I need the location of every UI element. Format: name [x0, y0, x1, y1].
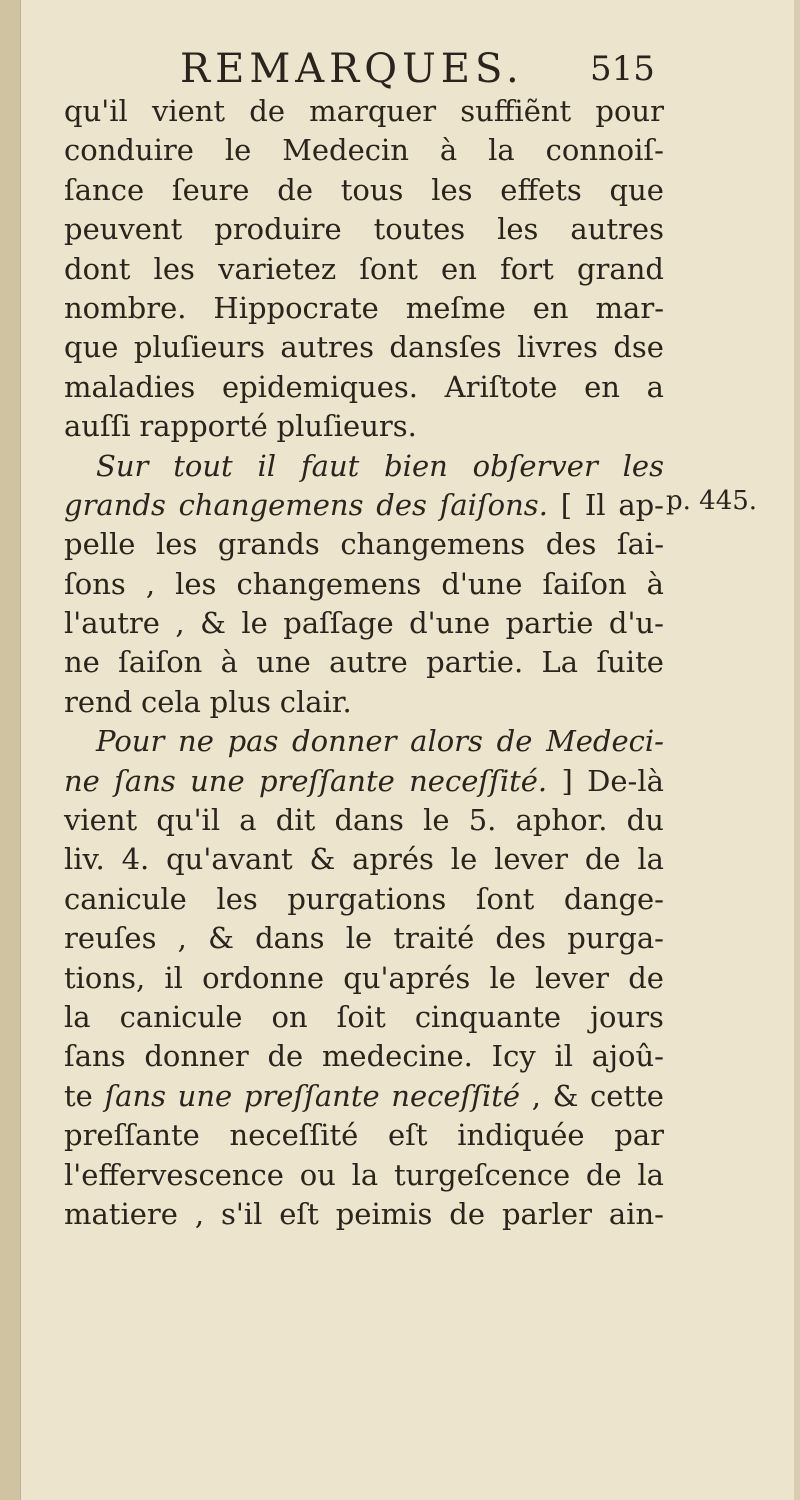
word: pelle — [64, 527, 136, 562]
word: neceſſité — [229, 1118, 359, 1153]
text-line — [64, 171, 664, 210]
word: en — [532, 290, 569, 325]
word: obſerver — [472, 448, 598, 483]
word: on — [271, 999, 308, 1034]
word: marquer — [309, 94, 437, 128]
word: pour — [595, 94, 664, 128]
text-line — [64, 998, 664, 1037]
word: Ariſtote — [444, 369, 558, 404]
word: auſſi — [64, 409, 131, 444]
word: eſt — [279, 1196, 319, 1231]
word: turgeſcence — [393, 1157, 571, 1192]
word: ſont — [359, 251, 418, 286]
word: qu'il — [64, 94, 128, 128]
word: aphor. — [515, 803, 608, 838]
word: faut — [300, 448, 360, 483]
word: la — [637, 1157, 664, 1192]
word: ] — [561, 763, 573, 798]
word: parler — [501, 1196, 592, 1231]
word: ajoû- — [591, 1039, 664, 1074]
word: d'une — [441, 566, 523, 601]
word: Pour — [96, 724, 165, 759]
word: autre — [329, 645, 408, 680]
word: de — [249, 94, 285, 128]
word: partie — [505, 606, 594, 641]
word: il — [164, 960, 183, 995]
word: que — [609, 172, 664, 207]
word: purgations — [287, 881, 447, 916]
word: ſaiſons. — [439, 487, 548, 522]
word: ſans — [104, 1078, 167, 1113]
word: donner — [292, 724, 397, 759]
word: & — [208, 921, 234, 956]
word: qu'aprés — [343, 960, 471, 995]
text-line — [64, 959, 664, 998]
word: traité — [393, 921, 475, 956]
word: les — [431, 172, 473, 207]
text-line — [64, 525, 664, 564]
word: , — [531, 1078, 541, 1113]
word: neceſſité — [391, 1078, 521, 1113]
word: medecine. — [321, 1039, 473, 1074]
text-line — [64, 1077, 664, 1116]
word: aprés — [352, 842, 434, 877]
word: l'effervescence — [64, 1157, 284, 1192]
word: ain- — [608, 1196, 664, 1231]
word: ap- — [618, 487, 664, 522]
word: des — [376, 487, 427, 522]
text-line — [64, 328, 664, 367]
word: de — [496, 724, 533, 759]
text-line — [64, 210, 664, 249]
word: les — [153, 251, 195, 286]
word: 4. — [121, 842, 150, 877]
word: varietez — [218, 251, 337, 286]
word: de — [449, 1196, 486, 1231]
word: , — [145, 566, 156, 601]
word: a — [646, 369, 664, 404]
text-line — [64, 762, 664, 801]
word: ſance — [64, 172, 145, 207]
word: ſaiſon — [118, 645, 203, 680]
word: neceſſité. — [409, 763, 548, 798]
word: [ — [560, 487, 573, 522]
word: en — [584, 369, 620, 404]
word: que — [64, 330, 119, 365]
text-line — [64, 447, 664, 486]
word: tions, — [64, 960, 146, 995]
word: jours — [590, 999, 664, 1034]
word: en — [441, 251, 477, 286]
word: ſuite — [596, 645, 664, 680]
word: purga- — [567, 921, 664, 956]
word: changemens — [236, 566, 422, 601]
word: maladies — [64, 369, 196, 404]
word: dansſes — [389, 330, 502, 365]
word: autres — [280, 330, 374, 365]
text-line — [64, 368, 664, 407]
word: une — [256, 645, 311, 680]
word: tout — [173, 448, 233, 483]
word: indiquée — [457, 1118, 585, 1153]
word: Sur — [96, 448, 149, 483]
word: eſt — [388, 1118, 428, 1153]
word: changemens — [340, 527, 526, 562]
word: les — [175, 566, 217, 601]
word: plus — [209, 684, 272, 719]
word: lever — [494, 842, 568, 877]
word: De-là — [587, 763, 664, 798]
page-number: 515 — [590, 49, 655, 89]
word: grand — [576, 251, 664, 286]
word: reuſes — [64, 921, 157, 956]
word: dans — [255, 921, 325, 956]
word: la — [351, 1157, 379, 1192]
word: ſaiſon — [542, 566, 627, 601]
word: qu'il — [156, 803, 221, 838]
page-edge — [794, 0, 800, 1500]
word: , — [175, 606, 185, 641]
word: qu'avant — [166, 842, 293, 877]
page-gutter — [0, 0, 21, 1500]
text-line — [64, 289, 664, 328]
text-line — [64, 919, 664, 958]
word: & — [309, 842, 336, 877]
word: toutes — [373, 212, 466, 247]
text-line — [64, 250, 664, 289]
word: dit — [275, 803, 316, 838]
word: partie. — [426, 645, 524, 680]
word: cela — [140, 684, 201, 719]
word: grands — [64, 487, 166, 522]
word: ne — [64, 645, 100, 680]
text-line — [64, 486, 664, 525]
word: de — [277, 172, 313, 207]
word: Hippocrate — [213, 290, 379, 325]
word: La — [541, 645, 579, 680]
word: ſeure — [171, 172, 250, 207]
word: Il — [584, 487, 606, 522]
text-line — [64, 722, 664, 761]
word: pas — [227, 724, 279, 759]
word: conduire — [64, 133, 194, 168]
text-line — [64, 643, 664, 682]
word: & — [552, 1078, 579, 1113]
word: paſſage — [283, 606, 394, 641]
word: de — [585, 1157, 622, 1192]
word: dont — [64, 251, 131, 286]
word: produire — [214, 212, 342, 247]
word: de — [584, 842, 621, 877]
word: ſont — [475, 881, 535, 916]
word: les — [216, 881, 258, 916]
word: l'autre — [64, 606, 160, 641]
word: canicule — [119, 999, 243, 1034]
word: ou — [299, 1157, 336, 1192]
word: nombre. — [64, 290, 187, 325]
word: preſſante — [243, 1078, 380, 1113]
word: à — [220, 645, 238, 680]
word: d'une — [409, 606, 491, 641]
word: ne — [64, 763, 100, 798]
word: rend — [64, 684, 133, 719]
text-line — [64, 801, 664, 840]
text-line — [64, 880, 664, 919]
word: ſai- — [616, 527, 664, 562]
body-text — [64, 92, 664, 1234]
word: il — [257, 448, 277, 483]
word: une — [190, 763, 245, 798]
word: de — [628, 960, 664, 995]
text-line — [64, 840, 664, 879]
word: le — [241, 606, 268, 641]
word: dange- — [563, 881, 664, 916]
text-line — [64, 1195, 664, 1234]
text-line — [64, 92, 664, 131]
text-line — [64, 565, 664, 604]
word: ſans — [114, 763, 176, 798]
word: cinquante — [414, 999, 562, 1034]
word: Medecin — [282, 133, 409, 168]
word: connoiſ- — [545, 133, 664, 168]
word: une — [177, 1078, 233, 1113]
word: dse — [613, 330, 664, 365]
word: ordonne — [202, 960, 325, 995]
word: tous — [340, 172, 404, 207]
word: ne — [178, 724, 214, 759]
word: ſans — [64, 1039, 126, 1074]
word: des — [545, 527, 597, 562]
word: fort — [500, 251, 554, 286]
running-title: REMARQUES. — [180, 46, 524, 92]
text-line — [64, 683, 664, 722]
word: s'il — [220, 1196, 263, 1231]
word: Medeci- — [546, 724, 664, 759]
word: par — [614, 1118, 664, 1153]
word: pluſieurs — [133, 330, 265, 365]
word: donner — [144, 1039, 249, 1074]
word: rapporté — [139, 409, 268, 444]
word: grands — [217, 527, 320, 562]
word: les — [497, 212, 539, 247]
word: la — [637, 842, 664, 877]
word: te — [64, 1078, 93, 1113]
word: mar- — [595, 290, 664, 325]
word: des — [495, 921, 547, 956]
word: pluſieurs. — [276, 409, 417, 444]
word: preſſante — [64, 1118, 200, 1153]
word: il — [554, 1039, 574, 1074]
word: preſſante — [258, 763, 395, 798]
word: clair. — [279, 684, 352, 719]
word: & — [200, 606, 226, 641]
text-line — [64, 131, 664, 170]
word: suffiẽnt — [460, 94, 572, 128]
word: matiere — [64, 1196, 178, 1231]
word: le — [224, 133, 252, 168]
word: epidemiques. — [221, 369, 418, 404]
word: ſoit — [336, 999, 386, 1034]
text-line — [64, 407, 664, 446]
word: à — [646, 566, 664, 601]
word: le — [345, 921, 373, 956]
word: à — [439, 133, 458, 168]
text-line — [64, 1037, 664, 1076]
word: effets — [500, 172, 582, 207]
word: bien — [384, 448, 448, 483]
word: peimis — [335, 1196, 433, 1231]
word: lever — [535, 960, 609, 995]
word: autres — [570, 212, 664, 247]
page-header — [0, 44, 800, 94]
word: 5. — [468, 803, 497, 838]
word: vient — [64, 803, 138, 838]
word: vient — [151, 94, 226, 128]
word: du — [626, 803, 664, 838]
word: livres — [517, 330, 598, 365]
word: cette — [590, 1078, 664, 1113]
word: la — [488, 133, 515, 168]
text-line — [64, 1156, 664, 1195]
word: la — [64, 999, 91, 1034]
word: canicule — [64, 881, 187, 916]
word: le — [489, 960, 516, 995]
word: changemens — [178, 487, 364, 522]
word: meſme — [405, 290, 506, 325]
text-line — [64, 604, 664, 643]
margin-note: p. 445. — [666, 486, 758, 516]
word: de — [267, 1039, 304, 1074]
word: dans — [334, 803, 404, 838]
word: les — [156, 527, 198, 562]
word: a — [239, 803, 257, 838]
word: ſons — [64, 566, 126, 601]
word: alors — [410, 724, 483, 759]
word: Icy — [491, 1039, 536, 1074]
word: , — [177, 921, 187, 956]
word: peuvent — [64, 212, 183, 247]
word: le — [450, 842, 478, 877]
word: , — [194, 1196, 205, 1231]
word: d'u- — [608, 606, 664, 641]
word: liv. — [64, 842, 105, 877]
word: le — [423, 803, 450, 838]
text-line — [64, 1116, 664, 1155]
word: les — [622, 448, 664, 483]
